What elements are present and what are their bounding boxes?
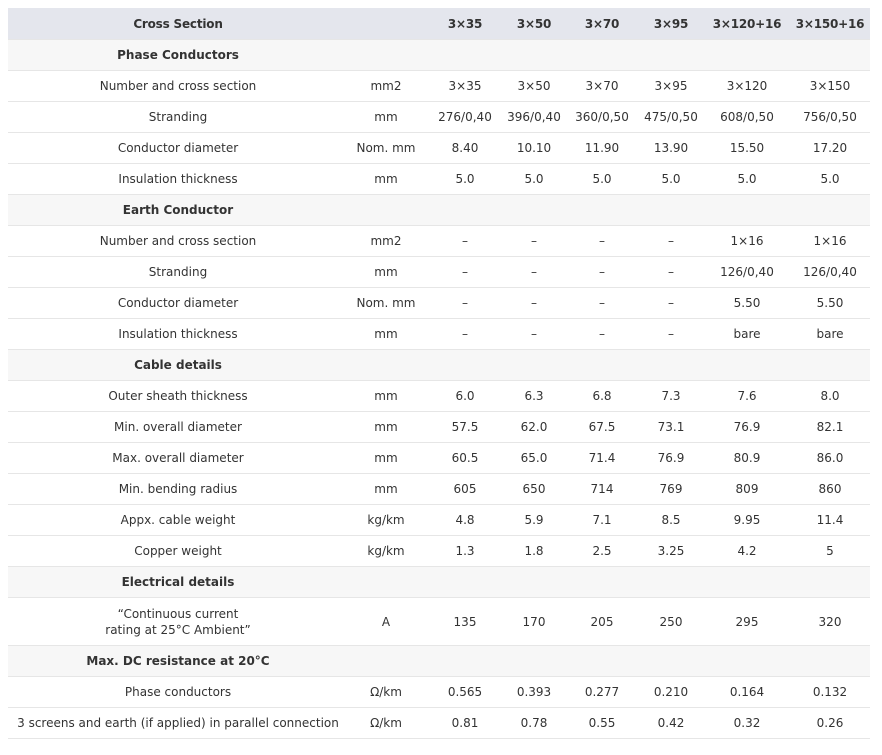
- cable-spec-table: [8, 8, 870, 739]
- row-unit: mm: [348, 443, 428, 474]
- value-cell: –: [566, 257, 638, 288]
- value-cell: 1×16: [790, 226, 870, 257]
- value-cell: 475/0,50: [638, 102, 704, 133]
- value-cell: 9.95: [704, 505, 790, 536]
- value-cell: 295: [704, 598, 790, 646]
- section-title: Max. DC resistance at 20°C: [8, 646, 348, 677]
- value-cell: 65.0: [502, 443, 566, 474]
- value-cell: 7.1: [566, 505, 638, 536]
- value-cell: –: [428, 319, 502, 350]
- table-row: [8, 288, 870, 319]
- value-cell: 3×120: [704, 71, 790, 102]
- value-cell: 0.210: [638, 677, 704, 708]
- section-spacer: [348, 567, 870, 598]
- value-cell: 1.8: [502, 536, 566, 567]
- table-row: [8, 71, 870, 102]
- row-label: Outer sheath thickness: [8, 381, 348, 412]
- row-unit: Ω/km: [348, 708, 428, 739]
- value-cell: 0.132: [790, 677, 870, 708]
- row-unit: mm: [348, 474, 428, 505]
- row-label: Conductor diameter: [8, 133, 348, 164]
- row-label: Number and cross section: [8, 226, 348, 257]
- value-cell: 714: [566, 474, 638, 505]
- table-row: [8, 598, 870, 646]
- value-cell: 11.90: [566, 133, 638, 164]
- value-cell: –: [566, 226, 638, 257]
- value-cell: 276/0,40: [428, 102, 502, 133]
- table-row: [8, 319, 870, 350]
- value-cell: –: [428, 257, 502, 288]
- value-cell: 3×35: [428, 71, 502, 102]
- section-row: [8, 567, 870, 598]
- row-unit: mm: [348, 102, 428, 133]
- value-cell: 0.42: [638, 708, 704, 739]
- row-unit: mm: [348, 319, 428, 350]
- row-label: Min. bending radius: [8, 474, 348, 505]
- value-cell: 4.2: [704, 536, 790, 567]
- value-cell: 126/0,40: [790, 257, 870, 288]
- value-cell: bare: [704, 319, 790, 350]
- value-cell: 62.0: [502, 412, 566, 443]
- value-cell: 5.50: [704, 288, 790, 319]
- row-unit: mm: [348, 257, 428, 288]
- value-cell: –: [566, 288, 638, 319]
- value-cell: 605: [428, 474, 502, 505]
- value-cell: 170: [502, 598, 566, 646]
- column-header: 3×35: [428, 8, 502, 40]
- value-cell: 5.0: [704, 164, 790, 195]
- table-body: [8, 40, 870, 739]
- value-cell: –: [502, 226, 566, 257]
- value-cell: 4.8: [428, 505, 502, 536]
- table-row: [8, 505, 870, 536]
- section-spacer: [348, 350, 870, 381]
- row-unit: mm2: [348, 226, 428, 257]
- value-cell: 1.3: [428, 536, 502, 567]
- row-label: Stranding: [8, 257, 348, 288]
- value-cell: 60.5: [428, 443, 502, 474]
- row-unit: mm: [348, 412, 428, 443]
- value-cell: 80.9: [704, 443, 790, 474]
- value-cell: 650: [502, 474, 566, 505]
- value-cell: 6.0: [428, 381, 502, 412]
- value-cell: –: [638, 257, 704, 288]
- table-row: [8, 412, 870, 443]
- value-cell: 73.1: [638, 412, 704, 443]
- value-cell: –: [502, 257, 566, 288]
- row-label: Stranding: [8, 102, 348, 133]
- row-unit: kg/km: [348, 536, 428, 567]
- value-cell: 67.5: [566, 412, 638, 443]
- table-row: [8, 536, 870, 567]
- section-row: [8, 40, 870, 71]
- section-spacer: [348, 40, 870, 71]
- table-row: [8, 226, 870, 257]
- row-label: Phase conductors: [8, 677, 348, 708]
- table-row: [8, 133, 870, 164]
- column-header: 3×70: [566, 8, 638, 40]
- value-cell: –: [428, 226, 502, 257]
- value-cell: 7.6: [704, 381, 790, 412]
- column-header: Cross Section: [8, 8, 348, 40]
- value-cell: 11.4: [790, 505, 870, 536]
- value-cell: 82.1: [790, 412, 870, 443]
- row-label: Number and cross section: [8, 71, 348, 102]
- table-row: [8, 708, 870, 739]
- value-cell: 2.5: [566, 536, 638, 567]
- table-row: [8, 381, 870, 412]
- table-row: [8, 257, 870, 288]
- row-label: Copper weight: [8, 536, 348, 567]
- table-row: [8, 677, 870, 708]
- value-cell: 0.164: [704, 677, 790, 708]
- column-header: 3×95: [638, 8, 704, 40]
- column-header: 3×120+16: [704, 8, 790, 40]
- value-cell: –: [638, 288, 704, 319]
- value-cell: 3×50: [502, 71, 566, 102]
- value-cell: 17.20: [790, 133, 870, 164]
- value-cell: 126/0,40: [704, 257, 790, 288]
- value-cell: 8.40: [428, 133, 502, 164]
- section-spacer: [348, 195, 870, 226]
- value-cell: 5: [790, 536, 870, 567]
- value-cell: 57.5: [428, 412, 502, 443]
- value-cell: –: [428, 288, 502, 319]
- row-unit: kg/km: [348, 505, 428, 536]
- value-cell: 360/0,50: [566, 102, 638, 133]
- value-cell: 86.0: [790, 443, 870, 474]
- row-unit: mm2: [348, 71, 428, 102]
- row-label: Insulation thickness: [8, 319, 348, 350]
- value-cell: 0.277: [566, 677, 638, 708]
- value-cell: 0.565: [428, 677, 502, 708]
- value-cell: 7.3: [638, 381, 704, 412]
- row-unit: A: [348, 598, 428, 646]
- row-unit: Nom. mm: [348, 133, 428, 164]
- section-title: Phase Conductors: [8, 40, 348, 71]
- value-cell: 76.9: [638, 443, 704, 474]
- value-cell: 1×16: [704, 226, 790, 257]
- value-cell: 6.8: [566, 381, 638, 412]
- value-cell: 6.3: [502, 381, 566, 412]
- value-cell: 0.81: [428, 708, 502, 739]
- row-unit: Nom. mm: [348, 288, 428, 319]
- row-label: Appx. cable weight: [8, 505, 348, 536]
- section-title: Earth Conductor: [8, 195, 348, 226]
- value-cell: 15.50: [704, 133, 790, 164]
- value-cell: 5.50: [790, 288, 870, 319]
- section-row: [8, 195, 870, 226]
- value-cell: 13.90: [638, 133, 704, 164]
- section-spacer: [348, 646, 870, 677]
- value-cell: 5.0: [502, 164, 566, 195]
- value-cell: 5.0: [566, 164, 638, 195]
- value-cell: 3×150: [790, 71, 870, 102]
- value-cell: 809: [704, 474, 790, 505]
- section-title: Electrical details: [8, 567, 348, 598]
- value-cell: –: [638, 226, 704, 257]
- section-title: Cable details: [8, 350, 348, 381]
- value-cell: 205: [566, 598, 638, 646]
- row-unit: mm: [348, 381, 428, 412]
- value-cell: 71.4: [566, 443, 638, 474]
- row-label: Min. overall diameter: [8, 412, 348, 443]
- value-cell: 5.9: [502, 505, 566, 536]
- row-label: Max. overall diameter: [8, 443, 348, 474]
- value-cell: –: [638, 319, 704, 350]
- value-cell: 8.0: [790, 381, 870, 412]
- value-cell: –: [566, 319, 638, 350]
- value-cell: –: [502, 288, 566, 319]
- table-row: [8, 164, 870, 195]
- row-label: 3 screens and earth (if applied) in parallel connection: [8, 708, 348, 739]
- column-header: 3×50: [502, 8, 566, 40]
- row-unit: Ω/km: [348, 677, 428, 708]
- value-cell: 320: [790, 598, 870, 646]
- value-cell: 860: [790, 474, 870, 505]
- value-cell: 10.10: [502, 133, 566, 164]
- value-cell: 756/0,50: [790, 102, 870, 133]
- value-cell: 0.393: [502, 677, 566, 708]
- value-cell: 0.26: [790, 708, 870, 739]
- value-cell: –: [502, 319, 566, 350]
- value-cell: 76.9: [704, 412, 790, 443]
- table-row: [8, 102, 870, 133]
- value-cell: 769: [638, 474, 704, 505]
- value-cell: 5.0: [638, 164, 704, 195]
- section-row: [8, 646, 870, 677]
- value-cell: 396/0,40: [502, 102, 566, 133]
- row-unit: mm: [348, 164, 428, 195]
- row-label: “Continuous current rating at 25°C Ambient”: [8, 598, 348, 646]
- value-cell: bare: [790, 319, 870, 350]
- row-label: Conductor diameter: [8, 288, 348, 319]
- value-cell: 8.5: [638, 505, 704, 536]
- value-cell: 5.0: [428, 164, 502, 195]
- value-cell: 3×70: [566, 71, 638, 102]
- value-cell: 0.55: [566, 708, 638, 739]
- table-header-row: [8, 8, 870, 40]
- value-cell: 3.25: [638, 536, 704, 567]
- table-row: [8, 443, 870, 474]
- value-cell: 0.78: [502, 708, 566, 739]
- section-row: [8, 350, 870, 381]
- value-cell: 608/0,50: [704, 102, 790, 133]
- value-cell: 0.32: [704, 708, 790, 739]
- value-cell: 5.0: [790, 164, 870, 195]
- column-header: 3×150+16: [790, 8, 870, 40]
- column-header: [348, 8, 428, 40]
- value-cell: 135: [428, 598, 502, 646]
- value-cell: 250: [638, 598, 704, 646]
- row-label: Insulation thickness: [8, 164, 348, 195]
- value-cell: 3×95: [638, 71, 704, 102]
- table-row: [8, 474, 870, 505]
